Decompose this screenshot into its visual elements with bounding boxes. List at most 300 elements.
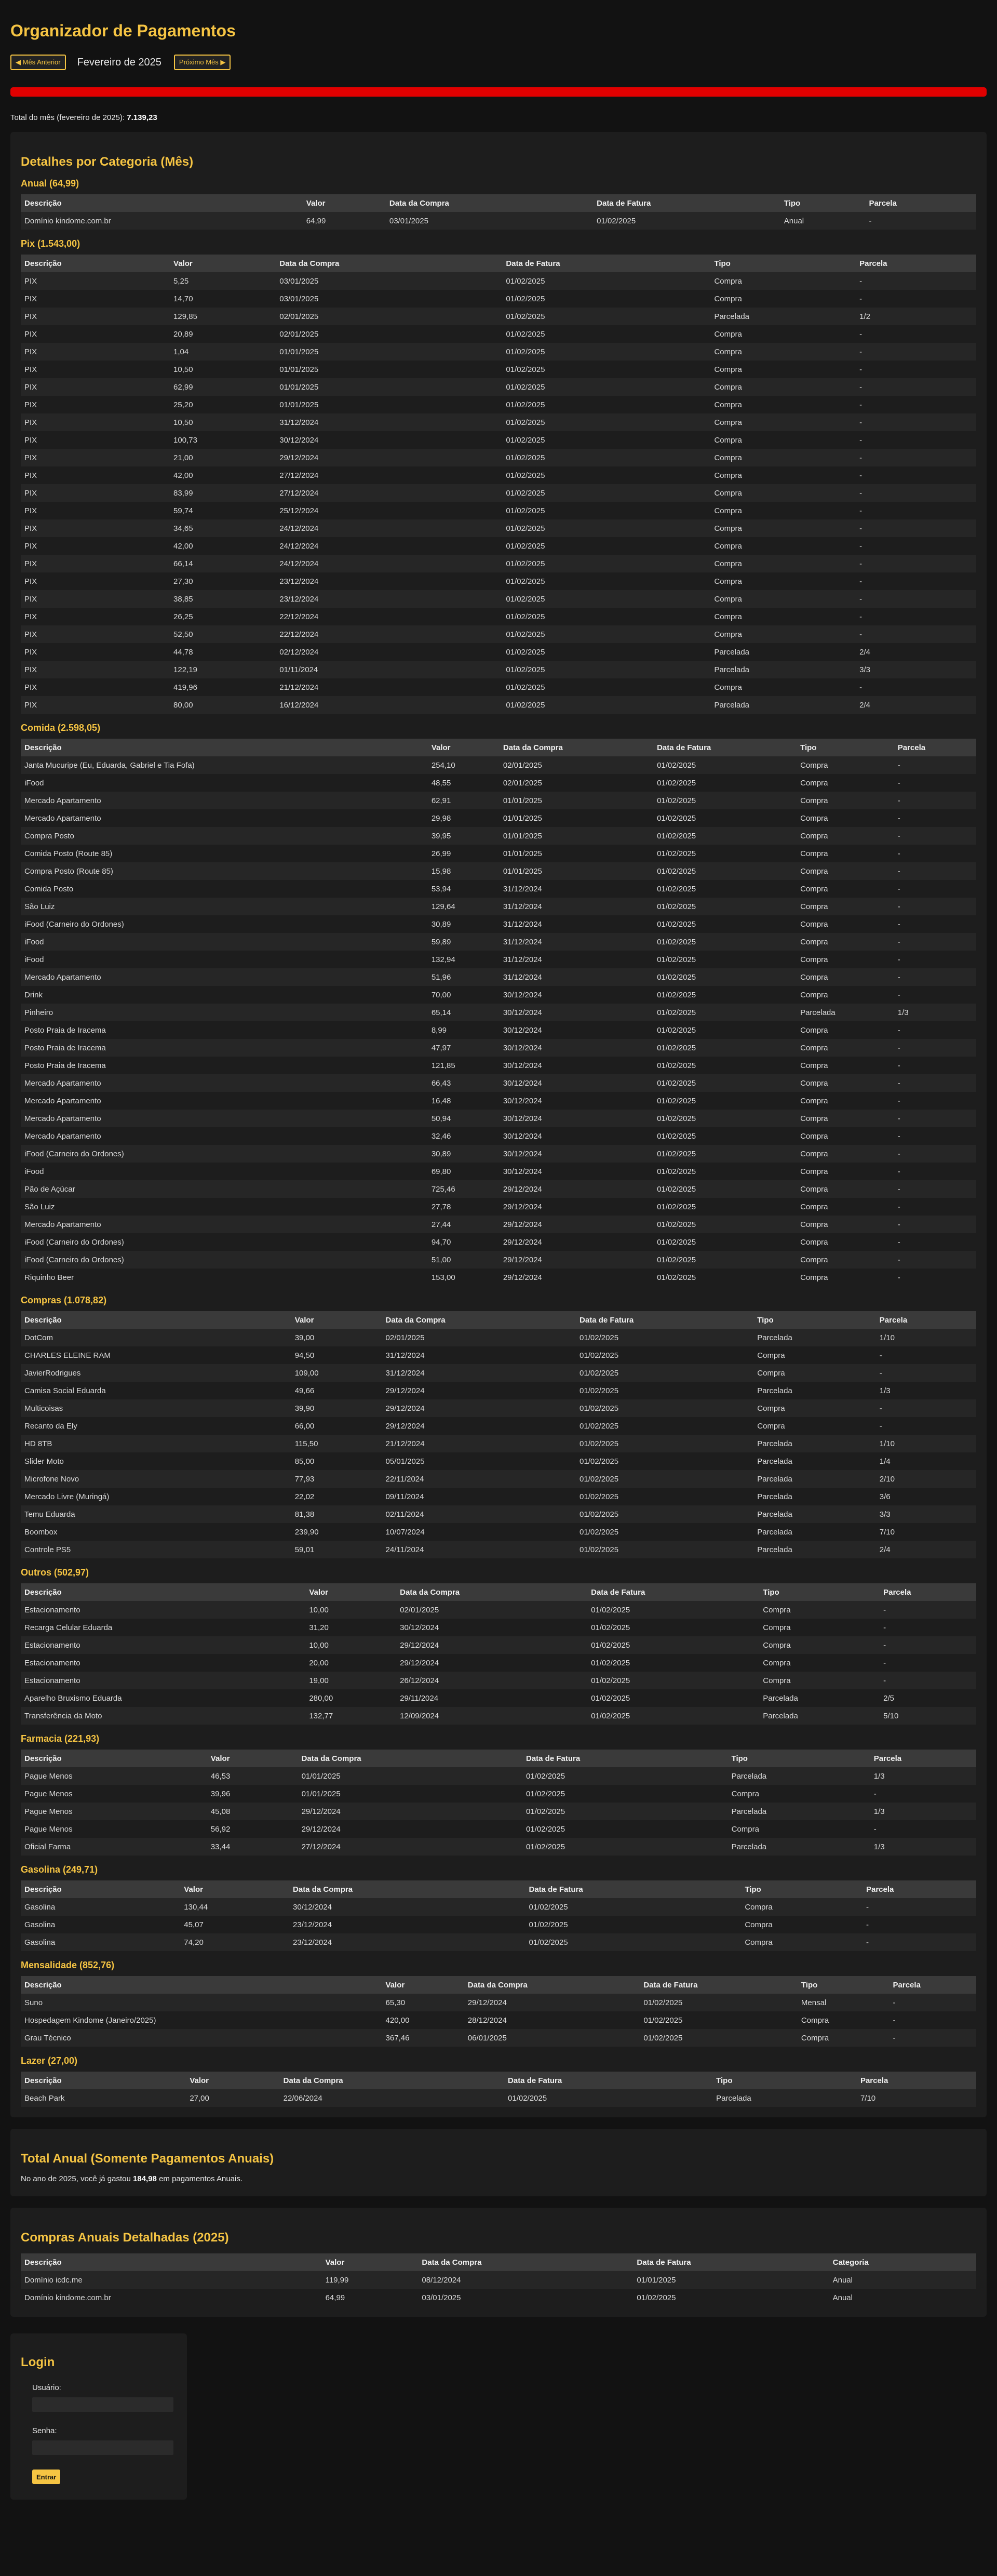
table-cell: 3/3 bbox=[856, 661, 976, 678]
table-row bbox=[21, 361, 976, 378]
column-header: Data da Compra bbox=[276, 255, 502, 272]
table-cell: - bbox=[894, 1163, 976, 1180]
table-cell: DotCom bbox=[21, 1329, 291, 1346]
table-cell: - bbox=[856, 449, 976, 466]
table-cell: 94,50 bbox=[291, 1346, 382, 1364]
table-cell: Camisa Social Eduarda bbox=[21, 1382, 291, 1399]
table-cell: 01/02/2025 bbox=[504, 2089, 712, 2107]
table-cell: 01/02/2025 bbox=[653, 1110, 797, 1127]
table-cell: 23/12/2024 bbox=[289, 1916, 525, 1933]
table-cell: 01/02/2025 bbox=[653, 986, 797, 1004]
table-cell: Posto Praia de Iracema bbox=[21, 1039, 428, 1057]
table-cell: 02/01/2025 bbox=[500, 756, 653, 774]
table-cell: 01/02/2025 bbox=[653, 756, 797, 774]
table-row bbox=[21, 880, 976, 898]
table-cell: Parcelada bbox=[797, 1004, 894, 1021]
table-cell: 01/02/2025 bbox=[522, 1820, 728, 1838]
table-row bbox=[21, 1145, 976, 1163]
table-cell: 01/02/2025 bbox=[522, 1785, 728, 1803]
table-cell: 122,19 bbox=[170, 661, 276, 678]
table-cell: - bbox=[876, 1346, 976, 1364]
table-cell: 01/02/2025 bbox=[576, 1346, 753, 1364]
column-header: Descrição bbox=[21, 194, 303, 212]
table-cell: - bbox=[880, 1619, 976, 1636]
table-cell: 01/11/2024 bbox=[276, 661, 502, 678]
table-cell: 85,00 bbox=[291, 1452, 382, 1470]
table-cell: Compra bbox=[797, 774, 894, 792]
table-row bbox=[21, 1163, 976, 1180]
table-cell: Parcelada bbox=[710, 661, 856, 678]
table-cell: 49,66 bbox=[291, 1382, 382, 1399]
category-title: Anual (64,99) bbox=[21, 178, 79, 189]
table-cell: Compra bbox=[710, 343, 856, 361]
table-cell: Compra bbox=[797, 845, 894, 862]
table-cell: 29/12/2024 bbox=[382, 1399, 576, 1417]
table-cell: 66,43 bbox=[428, 1074, 500, 1092]
table-cell: 29/12/2024 bbox=[500, 1180, 653, 1198]
table-cell: 01/01/2025 bbox=[500, 792, 653, 809]
table-cell: 01/02/2025 bbox=[587, 1689, 759, 1707]
table-row bbox=[21, 1039, 976, 1057]
table-cell: 31/12/2024 bbox=[500, 898, 653, 915]
table-cell: 01/02/2025 bbox=[640, 2029, 798, 2047]
table-cell: 01/02/2025 bbox=[502, 643, 710, 661]
table-cell: 419,96 bbox=[170, 678, 276, 696]
table-cell: 01/02/2025 bbox=[502, 272, 710, 290]
table-cell: - bbox=[890, 1994, 976, 2011]
table-cell: 01/02/2025 bbox=[653, 951, 797, 968]
table-cell: - bbox=[894, 1269, 976, 1286]
table-cell: 5/10 bbox=[880, 1707, 976, 1725]
category-section bbox=[21, 2055, 976, 2107]
login-panel bbox=[10, 2333, 187, 2500]
table-cell: 51,00 bbox=[428, 1251, 500, 1269]
table-cell: PIX bbox=[21, 290, 170, 308]
table-cell: 29/12/2024 bbox=[464, 1994, 640, 2011]
table-cell: 27/12/2024 bbox=[298, 1838, 522, 1856]
table-cell: 34,65 bbox=[170, 519, 276, 537]
table-cell: 01/02/2025 bbox=[525, 1933, 741, 1951]
table-cell: 01/02/2025 bbox=[502, 590, 710, 608]
table-cell: 25/12/2024 bbox=[276, 502, 502, 519]
table-cell: 21/12/2024 bbox=[276, 678, 502, 696]
table-cell: 29/12/2024 bbox=[500, 1233, 653, 1251]
table-row bbox=[21, 1216, 976, 1233]
table-cell: iFood (Carneiro do Ordones) bbox=[21, 915, 428, 933]
table-cell: PIX bbox=[21, 643, 170, 661]
table-cell: - bbox=[856, 272, 976, 290]
table-cell: Mercado Apartamento bbox=[21, 809, 428, 827]
table-cell: Compra bbox=[797, 1233, 894, 1251]
table-cell: 132,77 bbox=[305, 1707, 396, 1725]
table-cell: 56,92 bbox=[207, 1820, 298, 1838]
table-cell: 30/12/2024 bbox=[500, 1127, 653, 1145]
table-cell: PIX bbox=[21, 308, 170, 325]
table-cell: 45,07 bbox=[180, 1916, 289, 1933]
table-cell: - bbox=[894, 862, 976, 880]
table-cell: 01/02/2025 bbox=[522, 1838, 728, 1856]
column-header: Tipo bbox=[797, 739, 894, 756]
table-row bbox=[21, 484, 976, 502]
table-cell: 59,89 bbox=[428, 933, 500, 951]
table-cell: 39,90 bbox=[291, 1399, 382, 1417]
table-cell: Estacionamento bbox=[21, 1672, 305, 1689]
table-cell: Compra bbox=[797, 1251, 894, 1269]
table-cell: 31/12/2024 bbox=[500, 915, 653, 933]
table-cell: 2/4 bbox=[876, 1541, 976, 1558]
table-cell: 31/12/2024 bbox=[382, 1346, 576, 1364]
table-cell: Compra bbox=[710, 678, 856, 696]
table-cell: Compra Posto bbox=[21, 827, 428, 845]
table-cell: PIX bbox=[21, 396, 170, 413]
table-cell: 1/3 bbox=[894, 1004, 976, 1021]
table-cell: 29/12/2024 bbox=[500, 1198, 653, 1216]
table-row bbox=[21, 1933, 976, 1951]
table-cell: Janta Mucuripe (Eu, Eduarda, Gabriel e Tia Fofa) bbox=[21, 756, 428, 774]
table-cell: - bbox=[894, 1092, 976, 1110]
column-header: Data de Fatura bbox=[593, 194, 780, 212]
table-cell: 30/12/2024 bbox=[500, 986, 653, 1004]
data-table bbox=[21, 2253, 976, 2306]
table-cell: 02/01/2025 bbox=[276, 325, 502, 343]
table-cell: 01/01/2025 bbox=[500, 809, 653, 827]
column-header: Descrição bbox=[21, 2072, 186, 2089]
table-cell: 01/02/2025 bbox=[502, 431, 710, 449]
table-row bbox=[21, 1127, 976, 1145]
table-cell: Compra bbox=[759, 1654, 880, 1672]
table-cell: Compra Posto (Route 85) bbox=[21, 862, 428, 880]
table-cell: 27/12/2024 bbox=[276, 466, 502, 484]
table-cell: 39,95 bbox=[428, 827, 500, 845]
table-cell: 94,70 bbox=[428, 1233, 500, 1251]
table-cell: 12/09/2024 bbox=[396, 1707, 587, 1725]
table-cell: 21/12/2024 bbox=[382, 1435, 576, 1452]
table-cell: 01/02/2025 bbox=[502, 519, 710, 537]
table-cell: 32,46 bbox=[428, 1127, 500, 1145]
column-header: Data da Compra bbox=[396, 1583, 587, 1601]
table-cell: - bbox=[876, 1399, 976, 1417]
table-cell: 62,99 bbox=[170, 378, 276, 396]
table-cell: Posto Praia de Iracema bbox=[21, 1057, 428, 1074]
category-list bbox=[21, 178, 976, 2107]
table-cell: 254,10 bbox=[428, 756, 500, 774]
table-cell: 81,38 bbox=[291, 1505, 382, 1523]
table-cell: Parcelada bbox=[728, 1803, 870, 1820]
table-cell: PIX bbox=[21, 431, 170, 449]
table-cell: - bbox=[894, 1110, 976, 1127]
table-cell: Compra bbox=[759, 1636, 880, 1654]
table-row bbox=[21, 1767, 976, 1785]
table-row bbox=[21, 845, 976, 862]
column-header: Descrição bbox=[21, 1750, 207, 1767]
table-cell: Compra bbox=[710, 396, 856, 413]
data-table bbox=[21, 1583, 976, 1725]
table-cell: 19,00 bbox=[305, 1672, 396, 1689]
table-cell: - bbox=[880, 1636, 976, 1654]
table-cell: 66,14 bbox=[170, 555, 276, 572]
table-cell: 24/12/2024 bbox=[276, 555, 502, 572]
table-cell: Parcelada bbox=[712, 2089, 857, 2107]
table-cell: 132,94 bbox=[428, 951, 500, 968]
table-cell: 66,00 bbox=[291, 1417, 382, 1435]
table-row bbox=[21, 643, 976, 661]
table-cell: 30/12/2024 bbox=[500, 1021, 653, 1039]
table-cell: 01/02/2025 bbox=[653, 845, 797, 862]
table-cell: Compra bbox=[710, 378, 856, 396]
table-cell: iFood bbox=[21, 1163, 428, 1180]
column-header: Tipo bbox=[798, 1976, 890, 1994]
table-cell: 29/12/2024 bbox=[396, 1654, 587, 1672]
table-cell: PIX bbox=[21, 696, 170, 714]
table-cell: - bbox=[866, 212, 976, 230]
table-row bbox=[21, 986, 976, 1004]
table-cell: Parcelada bbox=[753, 1470, 876, 1488]
table-cell: 80,00 bbox=[170, 696, 276, 714]
table-cell: 01/02/2025 bbox=[502, 572, 710, 590]
table-cell: 01/02/2025 bbox=[576, 1382, 753, 1399]
table-cell: - bbox=[880, 1672, 976, 1689]
table-cell: Compra bbox=[797, 1198, 894, 1216]
previous-month-button[interactable]: ◀ Mês Anterior bbox=[10, 55, 66, 70]
table-cell: Boombox bbox=[21, 1523, 291, 1541]
table-cell: Compra bbox=[797, 1145, 894, 1163]
table-cell: 2/10 bbox=[876, 1470, 976, 1488]
table-cell: 23/12/2024 bbox=[276, 572, 502, 590]
table-cell: 01/01/2025 bbox=[298, 1785, 522, 1803]
table-cell: 22/12/2024 bbox=[276, 625, 502, 643]
table-cell: Compra bbox=[797, 1269, 894, 1286]
table-cell: - bbox=[894, 1180, 976, 1198]
table-cell: Mercado Apartamento bbox=[21, 1127, 428, 1145]
table-cell: 01/02/2025 bbox=[576, 1329, 753, 1346]
table-cell: 7/10 bbox=[876, 1523, 976, 1541]
table-cell: 47,97 bbox=[428, 1039, 500, 1057]
table-cell: - bbox=[894, 915, 976, 933]
table-cell: Compra bbox=[741, 1933, 863, 1951]
column-header: Descrição bbox=[21, 1583, 305, 1601]
table-cell: 01/01/2025 bbox=[500, 827, 653, 845]
column-header: Descrição bbox=[21, 255, 170, 272]
table-cell: Anual bbox=[829, 2289, 976, 2306]
table-cell: Multicoisas bbox=[21, 1399, 291, 1417]
column-header: Data da Compra bbox=[500, 739, 653, 756]
table-cell: Parcelada bbox=[728, 1838, 870, 1856]
table-cell: 59,74 bbox=[170, 502, 276, 519]
table-cell: 48,55 bbox=[428, 774, 500, 792]
table-row bbox=[21, 2089, 976, 2107]
table-cell: 01/02/2025 bbox=[653, 862, 797, 880]
category-title: Gasolina (249,71) bbox=[21, 1864, 98, 1875]
table-cell: HD 8TB bbox=[21, 1435, 291, 1452]
table-cell: 27,78 bbox=[428, 1198, 500, 1216]
table-cell: Compra bbox=[710, 484, 856, 502]
table-cell: 01/02/2025 bbox=[502, 449, 710, 466]
table-cell: Domínio kindome.com.br bbox=[21, 2289, 322, 2306]
data-table bbox=[21, 194, 976, 230]
column-header: Descrição bbox=[21, 1311, 291, 1329]
data-table bbox=[21, 2072, 976, 2107]
table-cell: Compra bbox=[797, 827, 894, 845]
column-header: Valor bbox=[382, 1976, 464, 1994]
table-cell: 15,98 bbox=[428, 862, 500, 880]
table-cell: 30/12/2024 bbox=[276, 431, 502, 449]
table-row bbox=[21, 1364, 976, 1382]
table-row bbox=[21, 1092, 976, 1110]
table-cell: Domínio icdc.me bbox=[21, 2271, 322, 2289]
table-cell: PIX bbox=[21, 572, 170, 590]
table-cell: - bbox=[894, 1251, 976, 1269]
table-cell: Compra bbox=[797, 1216, 894, 1233]
table-row bbox=[21, 862, 976, 880]
table-cell: Posto Praia de Iracema bbox=[21, 1021, 428, 1039]
table-cell: - bbox=[856, 572, 976, 590]
table-cell: 1/3 bbox=[870, 1838, 976, 1856]
table-cell: Compra bbox=[710, 625, 856, 643]
table-cell: - bbox=[894, 1233, 976, 1251]
table-cell: 31/12/2024 bbox=[276, 413, 502, 431]
annual-total-panel bbox=[10, 2129, 987, 2196]
table-cell: - bbox=[863, 1916, 976, 1933]
table-cell: - bbox=[856, 678, 976, 696]
table-cell: 01/02/2025 bbox=[576, 1452, 753, 1470]
table-cell: 31/12/2024 bbox=[382, 1364, 576, 1382]
table-row bbox=[21, 756, 976, 774]
budget-progress-fill bbox=[10, 87, 987, 97]
table-cell: 01/01/2025 bbox=[500, 862, 653, 880]
table-cell: Compra bbox=[797, 1057, 894, 1074]
table-cell: 29/12/2024 bbox=[382, 1382, 576, 1399]
table-cell: 153,00 bbox=[428, 1269, 500, 1286]
table-row bbox=[21, 915, 976, 933]
table-cell: 01/02/2025 bbox=[576, 1541, 753, 1558]
table-row bbox=[21, 1251, 976, 1269]
table-row bbox=[21, 1916, 976, 1933]
table-cell: Mercado Apartamento bbox=[21, 792, 428, 809]
table-row bbox=[21, 1417, 976, 1435]
category-section bbox=[21, 1959, 976, 2047]
table-cell: Oficial Farma bbox=[21, 1838, 207, 1856]
table-cell: 52,50 bbox=[170, 625, 276, 643]
column-header: Data de Fatura bbox=[502, 255, 710, 272]
table-row bbox=[21, 212, 976, 230]
table-row bbox=[21, 1785, 976, 1803]
table-cell: Compra bbox=[797, 1021, 894, 1039]
table-header-row bbox=[21, 255, 976, 272]
table-cell: 23/12/2024 bbox=[276, 590, 502, 608]
table-cell: 119,99 bbox=[322, 2271, 419, 2289]
table-row bbox=[21, 1541, 976, 1558]
table-cell: Comida Posto (Route 85) bbox=[21, 845, 428, 862]
table-cell: - bbox=[894, 1198, 976, 1216]
table-cell: 01/02/2025 bbox=[525, 1898, 741, 1916]
table-cell: 27/12/2024 bbox=[276, 484, 502, 502]
table-cell: Parcelada bbox=[753, 1382, 876, 1399]
table-cell: Comida Posto bbox=[21, 880, 428, 898]
login-submit-button[interactable]: Entrar bbox=[32, 2470, 60, 2484]
table-cell: 08/12/2024 bbox=[418, 2271, 633, 2289]
table-row bbox=[21, 378, 976, 396]
next-month-button[interactable]: Próximo Mês ▶ bbox=[174, 55, 231, 70]
table-cell: 26/12/2024 bbox=[396, 1672, 587, 1689]
table-cell: 38,85 bbox=[170, 590, 276, 608]
table-cell: Compra bbox=[797, 1039, 894, 1057]
table-cell: 10,50 bbox=[170, 413, 276, 431]
table-cell: 30/12/2024 bbox=[500, 1057, 653, 1074]
column-header: Data de Fatura bbox=[633, 2253, 829, 2271]
table-cell: 10/07/2024 bbox=[382, 1523, 576, 1541]
month-total bbox=[10, 113, 987, 124]
table-cell: Compra bbox=[797, 1074, 894, 1092]
table-cell: 02/01/2025 bbox=[276, 308, 502, 325]
table-cell: 65,30 bbox=[382, 1994, 464, 2011]
table-cell: 01/02/2025 bbox=[653, 792, 797, 809]
table-cell: - bbox=[894, 774, 976, 792]
table-row bbox=[21, 343, 976, 361]
table-row bbox=[21, 2029, 976, 2047]
table-cell: Compra bbox=[759, 1672, 880, 1689]
table-cell: 26,25 bbox=[170, 608, 276, 625]
table-cell: PIX bbox=[21, 325, 170, 343]
table-cell: Compra bbox=[710, 272, 856, 290]
table-cell: Compra bbox=[797, 862, 894, 880]
column-header: Descrição bbox=[21, 2253, 322, 2271]
table-row bbox=[21, 774, 976, 792]
table-cell: São Luiz bbox=[21, 898, 428, 915]
column-header: Valor bbox=[170, 255, 276, 272]
table-row bbox=[21, 1619, 976, 1636]
table-cell: 05/01/2025 bbox=[382, 1452, 576, 1470]
table-row bbox=[21, 1672, 976, 1689]
table-cell: Parcelada bbox=[753, 1329, 876, 1346]
table-cell: 70,00 bbox=[428, 986, 500, 1004]
category-title: Pix (1.543,00) bbox=[21, 238, 80, 249]
table-cell: 10,00 bbox=[305, 1636, 396, 1654]
table-cell: 03/01/2025 bbox=[418, 2289, 633, 2306]
table-cell: 29/12/2024 bbox=[396, 1636, 587, 1654]
data-table bbox=[21, 255, 976, 714]
password-input[interactable] bbox=[32, 2440, 173, 2455]
table-cell: Compra bbox=[753, 1346, 876, 1364]
table-cell: Parcelada bbox=[753, 1541, 876, 1558]
table-cell: Parcelada bbox=[753, 1488, 876, 1505]
table-cell: 14,70 bbox=[170, 290, 276, 308]
table-cell: 01/02/2025 bbox=[653, 1198, 797, 1216]
table-cell: 42,00 bbox=[170, 537, 276, 555]
annual-purchases-title: Compras Anuais Detalhadas (2025) bbox=[21, 2231, 229, 2245]
table-row bbox=[21, 1898, 976, 1916]
table-cell: Gasolina bbox=[21, 1898, 180, 1916]
table-cell: Compra bbox=[710, 519, 856, 537]
table-cell: 01/02/2025 bbox=[502, 378, 710, 396]
table-row bbox=[21, 792, 976, 809]
table-cell: PIX bbox=[21, 343, 170, 361]
table-cell: - bbox=[894, 1039, 976, 1057]
table-cell: - bbox=[870, 1785, 976, 1803]
table-cell: 29/12/2024 bbox=[382, 1417, 576, 1435]
table-cell: PIX bbox=[21, 413, 170, 431]
month-total-value: 7.139,23 bbox=[127, 113, 157, 122]
table-cell: Compra bbox=[798, 2011, 890, 2029]
table-cell: - bbox=[856, 431, 976, 449]
table-cell: Compra bbox=[797, 1110, 894, 1127]
column-header: Data de Fatura bbox=[525, 1880, 741, 1898]
column-header: Valor bbox=[428, 739, 500, 756]
table-cell: 01/02/2025 bbox=[653, 933, 797, 951]
table-cell: Pague Menos bbox=[21, 1767, 207, 1785]
table-header-row bbox=[21, 1880, 976, 1898]
username-input[interactable] bbox=[32, 2397, 173, 2412]
table-cell: - bbox=[894, 1145, 976, 1163]
